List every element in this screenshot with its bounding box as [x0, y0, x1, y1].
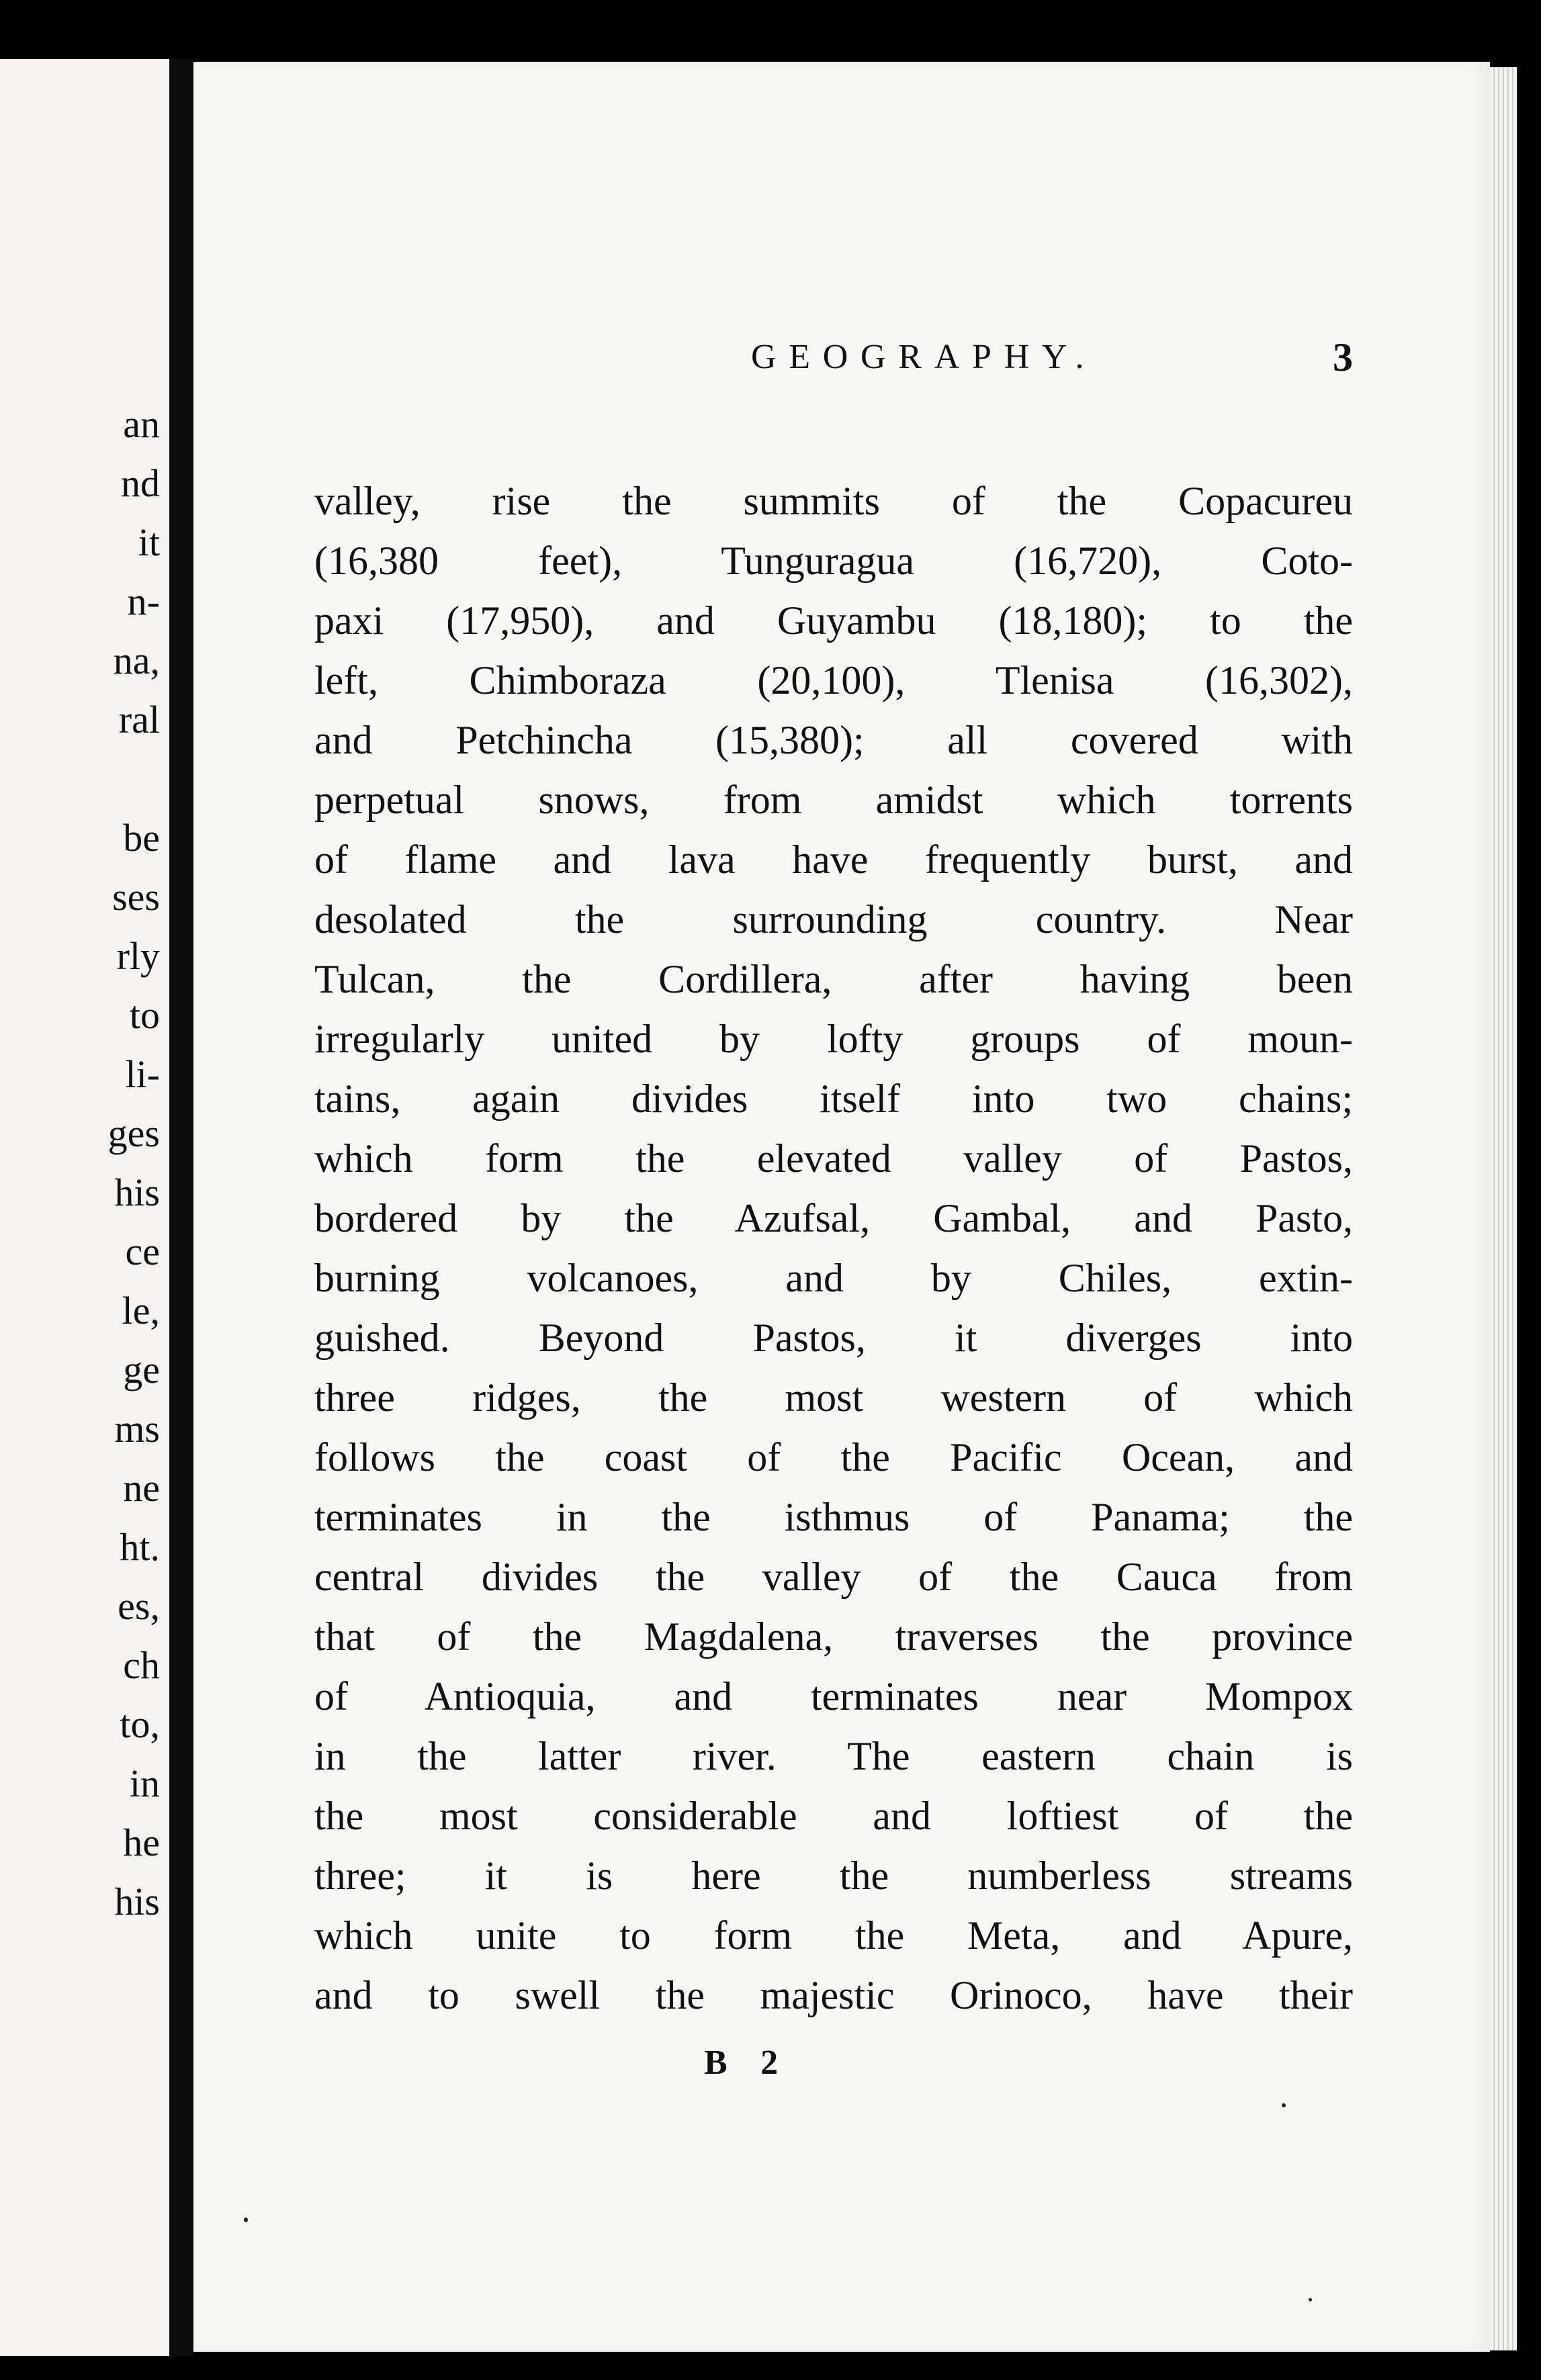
left-fragment: be: [123, 816, 160, 860]
text-line: and Petchincha (15,380); all covered with: [314, 718, 1353, 762]
left-page-text-fragments: [0, 395, 169, 1931]
paper-speck: [1309, 2298, 1312, 2301]
left-fragment: ges: [107, 1111, 160, 1155]
text-line: paxi (17,950), and Guyambu (18,180); to the: [314, 598, 1353, 643]
left-fragment: to: [129, 993, 160, 1037]
text-line: terminates in the isthmus of Panama; the: [314, 1495, 1353, 1539]
text-line: that of the Magdalena, traverses the province: [314, 1614, 1353, 1659]
left-fragment: an: [123, 402, 160, 446]
text-line: bordered by the Azufsal, Gambal, and Pasto,: [314, 1196, 1353, 1240]
left-fragment: ne: [123, 1466, 160, 1510]
text-line: irregularly united by lofty groups of moun-: [314, 1017, 1353, 1061]
left-fragment: ht.: [120, 1525, 160, 1569]
left-fragment: his: [114, 1171, 160, 1214]
page-edges: [1490, 67, 1517, 2350]
left-fragment: his: [114, 1880, 160, 1923]
page-number: 3: [1333, 335, 1353, 379]
text-line: three; it is here the numberless streams: [314, 1853, 1353, 1898]
left-fragment: in: [129, 1761, 160, 1805]
body-text: [314, 471, 1353, 2025]
left-fragment: le,: [122, 1289, 160, 1332]
text-line: of Antioquia, and terminates near Mompox: [314, 1674, 1353, 1719]
right-page: [193, 62, 1490, 2352]
left-fragment: ge: [123, 1348, 160, 1391]
text-line: perpetual snows, from amidst which torrents: [314, 778, 1353, 822]
text-line: the most considerable and loftiest of the: [314, 1794, 1353, 1838]
signature-mark: B 2: [704, 2044, 791, 2082]
left-fragment: to,: [120, 1702, 160, 1746]
left-fragment: ms: [114, 1407, 160, 1451]
running-title: GEOGRAPHY.: [751, 338, 1097, 376]
left-page-edge: [0, 59, 169, 2356]
left-fragment: es,: [118, 1584, 160, 1628]
text-line: (16,380 feet), Tunguragua (16,720), Coto-: [314, 539, 1353, 583]
left-fragment: li-: [125, 1052, 160, 1096]
left-fragment: it: [138, 520, 160, 564]
text-line: burning volcanoes, and by Chiles, extin-: [314, 1256, 1353, 1300]
left-fragment: ce: [125, 1230, 160, 1273]
left-fragment: na,: [113, 639, 160, 682]
text-line: follows the coast of the Pacific Ocean, and: [314, 1435, 1353, 1479]
left-fragment: ral: [118, 698, 160, 741]
left-fragment: nd: [121, 461, 160, 505]
left-fragment: rly: [116, 934, 160, 978]
book-gutter: [169, 59, 193, 2356]
text-line: in the latter river. The eastern chain is: [314, 1734, 1353, 1778]
text-line: and to swell the majestic Orinoco, have their: [314, 1973, 1353, 2017]
text-line: central divides the valley of the Cauca from: [314, 1555, 1353, 1599]
text-line: which form the elevated valley of Pastos,: [314, 1136, 1353, 1181]
paper-speck: [244, 2217, 248, 2222]
left-fragment: ch: [123, 1643, 160, 1687]
paper-speck: [1282, 2103, 1286, 2107]
left-fragment: ses: [112, 875, 160, 919]
text-line: desolated the surrounding country. Near: [314, 897, 1353, 942]
left-fragment: n-: [127, 580, 160, 623]
text-line: valley, rise the summits of the Copacureu: [314, 479, 1353, 523]
text-line: three ridges, the most western of which: [314, 1375, 1353, 1420]
text-line: of flame and lava have frequently burst, and: [314, 837, 1353, 882]
text-line: guished. Beyond Pastos, it diverges into: [314, 1316, 1353, 1360]
left-fragment: he: [123, 1821, 160, 1864]
text-line: Tulcan, the Cordillera, after having been: [314, 957, 1353, 1001]
running-head: [314, 330, 1353, 384]
text-line: tains, again divides itself into two chains;: [314, 1077, 1353, 1121]
text-line: which unite to form the Meta, and Apure,: [314, 1913, 1353, 1958]
text-line: left, Chimboraza (20,100), Tlenisa (16,302),: [314, 658, 1353, 702]
